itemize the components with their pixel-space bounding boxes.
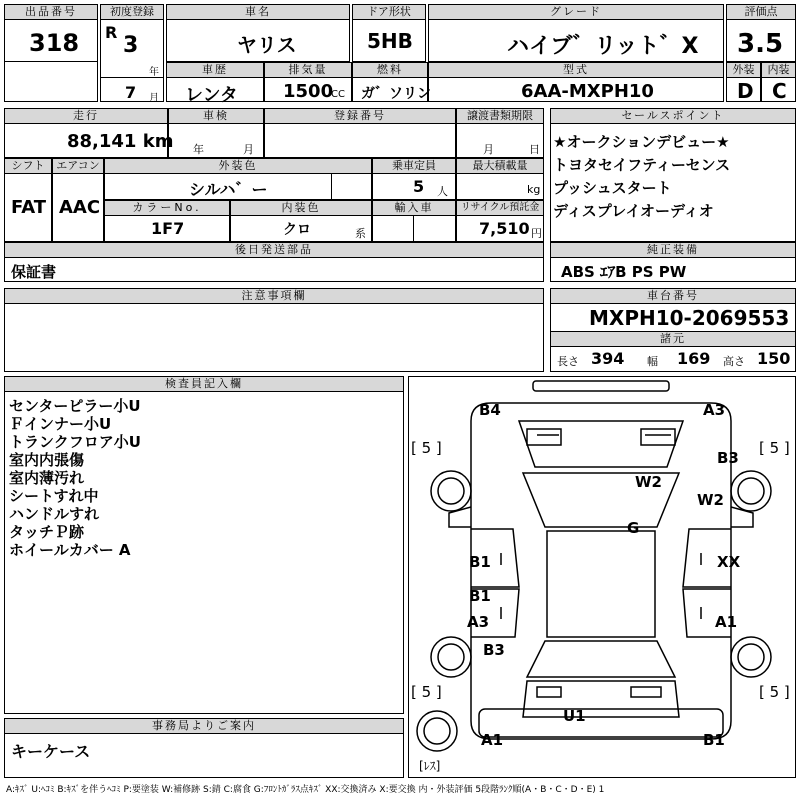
- score-box: [726, 4, 796, 62]
- ext-color-box: [104, 158, 372, 200]
- fuel: ガ゛ソリン: [361, 86, 431, 102]
- inspector-item: シートすれ中: [9, 487, 99, 505]
- damage-mark: B4: [479, 401, 501, 419]
- width-label: 幅: [647, 355, 658, 368]
- exterior-grade-box: [726, 62, 761, 102]
- damage-mark: B1: [703, 731, 725, 749]
- door-type: 5HB: [367, 29, 413, 53]
- damage-mark: B1: [469, 587, 491, 605]
- inspector-item: タッチＰ跡: [9, 523, 85, 541]
- int-color: クロ: [283, 222, 311, 238]
- notes-box: [4, 288, 544, 372]
- int-color-unit: 系: [355, 227, 366, 240]
- car-name: ヤリス: [237, 33, 297, 57]
- int-color-label: 内装色: [230, 200, 372, 216]
- displacement: 1500: [283, 81, 334, 102]
- office-box: [4, 718, 404, 778]
- tire-value: [ 5 ]: [411, 683, 442, 701]
- later-parts-label: 後日発送部品: [4, 242, 544, 258]
- transfer-day-unit: 日: [529, 143, 540, 156]
- history-box: [166, 62, 264, 106]
- registration-month: 7: [125, 83, 137, 102]
- sales-point-item: トヨタセイフティーセンス: [553, 156, 731, 174]
- inspection-year-unit: 年: [193, 143, 204, 156]
- model-label: 型式: [428, 62, 724, 78]
- height-label: 高さ: [723, 355, 745, 368]
- model-box: [428, 62, 724, 102]
- door-box: [352, 4, 426, 62]
- inspector-box: [4, 376, 404, 714]
- ac-label: エアコン: [52, 158, 104, 174]
- inspector-label: 検査員記入欄: [4, 376, 404, 392]
- import-box: [372, 200, 456, 242]
- damage-mark: A3: [467, 613, 490, 631]
- car-name-label: 車名: [166, 4, 350, 20]
- inspector-item: 室内薄汚れ: [9, 469, 85, 487]
- sales-point-item: ディスプレイオーディオ: [553, 202, 714, 220]
- interior-grade-box: [761, 62, 796, 102]
- registration-era: R: [105, 23, 118, 42]
- exterior-grade: D: [737, 79, 754, 103]
- spare-tire-label: [ﾚｽ]: [419, 759, 441, 773]
- fuel-label: 燃料: [352, 62, 428, 78]
- damage-diagram: [408, 376, 796, 778]
- inspector-item: ハンドルすれ: [9, 505, 100, 523]
- lot-number: 318: [29, 29, 80, 57]
- later-parts-box: [4, 242, 544, 282]
- inspector-item: トランクフロア小U: [9, 433, 141, 451]
- notes-label: 注意事項欄: [4, 288, 544, 304]
- ext-color-label: 外装色: [104, 158, 372, 174]
- damage-mark: A3: [703, 401, 726, 419]
- plate-label: 登録番号: [264, 108, 456, 124]
- inspector-item: 室内内張傷: [9, 451, 85, 469]
- history-label: 車歴: [166, 62, 264, 78]
- chassis-label: 車台番号: [550, 288, 796, 304]
- damage-mark: A1: [481, 731, 504, 749]
- plate-box: [264, 108, 456, 158]
- transfer-box: [456, 108, 544, 158]
- car-name-box: [166, 4, 350, 62]
- sales-point-item: ★オークションデビュー★: [553, 133, 730, 151]
- grade: ハイブ゛リット゛X: [507, 34, 699, 59]
- displacement-label: 排気量: [264, 62, 352, 78]
- recycle-unit: 円: [531, 227, 542, 240]
- max-load-box: [456, 158, 544, 200]
- chassis-box: [550, 288, 796, 372]
- registration-month-unit: 月: [149, 93, 159, 104]
- tire-value: [ 5 ]: [411, 439, 442, 457]
- ac: AAC: [59, 197, 101, 218]
- later-parts: 保証書: [11, 263, 57, 281]
- damage-mark: G: [627, 519, 640, 537]
- recycle-box: [456, 200, 544, 242]
- color-no-box: [104, 200, 230, 242]
- damage-mark: B1: [469, 553, 491, 571]
- int-color-box: [230, 200, 372, 242]
- max-load-unit: kg: [527, 183, 541, 196]
- damage-mark: U1: [563, 707, 586, 725]
- inspector-item: ホイールカバー A: [9, 541, 131, 559]
- score-label: 評価点: [726, 4, 796, 20]
- capacity: 5: [413, 177, 425, 196]
- mileage: 88,141 km: [67, 131, 174, 152]
- max-load-label: 最大積載量: [456, 158, 544, 174]
- damage-mark: A1: [715, 613, 738, 631]
- inspector-item: Ｆインナー小U: [9, 415, 112, 433]
- damage-mark: W2: [635, 473, 662, 491]
- tire-value: [ 5 ]: [759, 683, 790, 701]
- sales-point-item: プッシュスタート: [553, 179, 672, 197]
- model: 6AA-MXPH10: [521, 81, 654, 102]
- sales-points-box: [550, 108, 796, 242]
- grade-box: [428, 4, 724, 62]
- tire-value: [ 5 ]: [759, 439, 790, 457]
- car-outline: [409, 377, 795, 777]
- ac-box: [52, 158, 104, 242]
- displacement-unit: CC: [331, 89, 345, 100]
- displacement-box: [264, 62, 352, 102]
- office-note: キーケース: [11, 742, 91, 761]
- registration-year: 3: [123, 33, 139, 58]
- recycle: 7,510: [479, 219, 530, 238]
- door-label: ドア形状: [352, 4, 426, 20]
- capacity-label: 乗車定員: [372, 158, 456, 174]
- equipment-box: [550, 242, 796, 282]
- damage-mark: XX: [717, 553, 741, 571]
- inspector-item: センターピラー小U: [9, 397, 141, 415]
- transfer-month-unit: 月: [483, 143, 494, 156]
- inspection-label: 車検: [168, 108, 264, 124]
- mileage-label: 走行: [4, 108, 168, 124]
- shift: FAT: [11, 197, 47, 218]
- registration-year-unit: 年: [149, 67, 159, 78]
- inspection-box: [168, 108, 264, 158]
- registration-label: 初度登録: [100, 4, 164, 20]
- height: 150: [757, 349, 791, 368]
- grade-label: グレード: [428, 4, 724, 20]
- capacity-unit: 人: [437, 185, 448, 198]
- shift-box: [4, 158, 52, 242]
- registration-box: [100, 4, 164, 102]
- damage-mark: W2: [697, 491, 724, 509]
- recycle-label: リサイクル預託金: [456, 200, 544, 216]
- damage-mark: B3: [483, 641, 505, 659]
- sales-points-label: セールスポイント: [550, 108, 796, 124]
- score: 3.5: [737, 29, 784, 59]
- shift-label: シフト: [4, 158, 52, 174]
- interior-grade-label: 内装: [761, 62, 796, 78]
- equipment-label: 純正装備: [550, 242, 796, 258]
- import-label: 輸入車: [372, 200, 456, 216]
- width: 169: [677, 349, 711, 368]
- fuel-box: [352, 62, 431, 102]
- mileage-box: [4, 108, 174, 158]
- transfer-label: 譲渡書類期限: [456, 108, 544, 124]
- color-no-label: カラーNo.: [104, 200, 230, 216]
- length: 394: [591, 349, 625, 368]
- lot-label: 出品番号: [4, 4, 98, 20]
- damage-mark: B3: [717, 449, 739, 467]
- office-label: 事務局よりご案内: [4, 718, 404, 734]
- legend: A:ｷｽﾞ U:ﾍｺﾐ B:ｷｽﾞを伴うﾍｺﾐ P:要塗装 W:補修跡 S:錆 C:腐食 G:ﾌﾛﾝﾄｶﾞﾗｽ点ｷｽﾞ XX:交換済み X:要交換 内・外装評価 5段階ﾗﾝｸ順(A・B・C・D・E) 1: [6, 785, 605, 795]
- length-label: 長さ: [557, 355, 579, 368]
- exterior-grade-label: 外装: [726, 62, 761, 78]
- capacity-box: [372, 158, 456, 200]
- lot-box: [4, 4, 98, 102]
- history: レンタ: [185, 85, 238, 106]
- specs-label: 諸元: [550, 331, 796, 347]
- color-no: 1F7: [151, 219, 185, 238]
- inspection-month-unit: 月: [243, 143, 254, 156]
- ext-color: シルハ゛ー: [189, 180, 268, 199]
- equipment: ABS ｴｱB PS PW: [561, 263, 687, 281]
- interior-grade: C: [772, 79, 787, 103]
- chassis-number: MXPH10-2069553: [589, 306, 790, 330]
